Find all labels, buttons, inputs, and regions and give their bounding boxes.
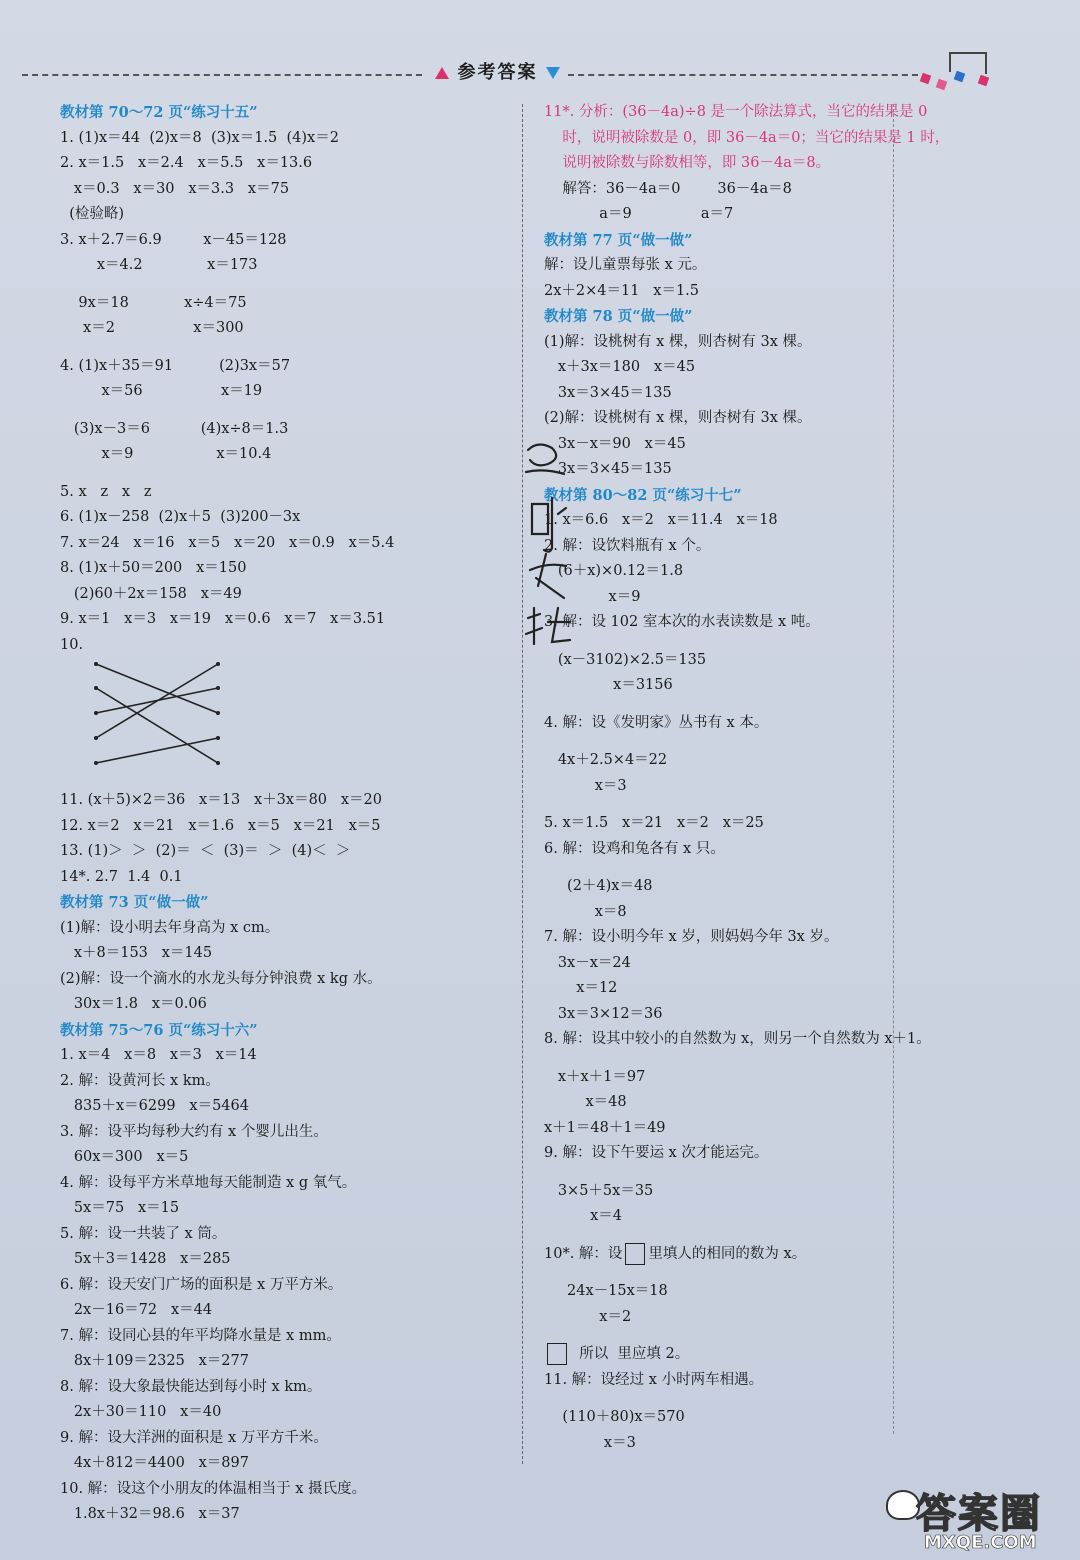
answer-line: 12. x＝2 x＝21 x＝1.6 x＝5 x＝21 x＝5 bbox=[60, 817, 381, 834]
answer-line: (1)解：设小明去年身高为 x cm。 bbox=[60, 919, 280, 936]
answer-line: 3. 解：设 102 室本次的水表读数是 x 吨。 bbox=[544, 614, 820, 630]
answer-line: x＝8 bbox=[544, 903, 627, 920]
watermark-logo bbox=[880, 1482, 1080, 1560]
answer-line: (3)x－3＝6 (4)x÷8＝1.3 bbox=[60, 420, 289, 437]
answer-line: 60x＝300 x＝5 bbox=[60, 1149, 189, 1165]
answer-line: x＝2 bbox=[544, 1308, 632, 1325]
analysis-line: 说明被除数与除数相等，即 36－4a＝8。 bbox=[544, 155, 831, 171]
answer-line: (6＋x)×0.12＝1.8 bbox=[544, 563, 684, 579]
answer-line: (2)60＋2x＝158 x＝49 bbox=[60, 585, 242, 602]
answer-line: x＝4 bbox=[544, 1208, 622, 1224]
answer-line: 9. 解：设大洋洲的面积是 x 万平方千米。 bbox=[60, 1429, 328, 1446]
answer-line: (1)解：设桃树有 x 棵，则杏树有 3x 棵。 bbox=[544, 333, 812, 350]
answer-line: 10. bbox=[60, 636, 84, 653]
answer-line: 8x＋109＝2325 x＝277 bbox=[60, 1353, 249, 1369]
answer-line: 4. (1)x＋35＝91 (2)3x＝57 bbox=[60, 357, 291, 374]
answer-line: (110＋80)x＝570 bbox=[544, 1409, 685, 1425]
analysis-line: 时，说明被除数是 0，即 36－4a＝0；当它的结果是 1 时， bbox=[544, 129, 950, 146]
answer-line: 835＋x＝6299 x＝5464 bbox=[60, 1098, 249, 1114]
answer-line: 6. 解：设天安门广场的面积是 x 万平方米。 bbox=[60, 1276, 343, 1293]
answer-line-with-box: 所以 里应填 2。 bbox=[544, 1342, 1004, 1368]
answer-line: 5x＋3＝1428 x＝285 bbox=[60, 1251, 231, 1267]
answer-line: 解：设儿童票每张 x 元。 bbox=[544, 257, 707, 273]
answer-line: 解答：36－4a＝0 36－4a＝8 bbox=[544, 180, 792, 197]
answer-line: (2＋4)x＝48 bbox=[544, 878, 653, 894]
section-heading: 教材第 73 页“做一做” bbox=[60, 894, 209, 911]
answer-line: 5. x z x z bbox=[60, 483, 152, 500]
spacer bbox=[544, 736, 1004, 748]
spacer bbox=[544, 799, 1004, 811]
answer-line: a＝9 a＝7 bbox=[544, 206, 734, 222]
spacer bbox=[60, 468, 510, 480]
spacer bbox=[544, 862, 1004, 874]
answer-line: 3x－x＝90 x＝45 bbox=[544, 435, 686, 452]
answer-line: x＝3 bbox=[544, 1434, 636, 1451]
answer-line: 1.8x＋32＝98.6 x＝37 bbox=[60, 1506, 240, 1522]
answer-line: 9. 解：设下午要运 x 次才能运完。 bbox=[544, 1145, 769, 1161]
answer-line: 5. x＝1.5 x＝21 x＝2 x＝25 bbox=[544, 815, 764, 831]
spacer bbox=[544, 1167, 1004, 1179]
spacer bbox=[544, 1230, 1004, 1242]
answer-line: 2x＋30＝110 x＝40 bbox=[60, 1404, 222, 1420]
answer-line: 4x＋2.5×4＝22 bbox=[544, 752, 668, 768]
section-heading: 教材第 70～72 页“练习十五” bbox=[60, 104, 258, 121]
answer-line: (x－3102)×2.5＝135 bbox=[544, 651, 707, 668]
spacer bbox=[544, 1053, 1004, 1065]
corner-decoration-icon bbox=[915, 52, 995, 92]
answer-line: 5x＝75 x＝15 bbox=[60, 1200, 180, 1216]
answer-line: x＝56 x＝19 bbox=[60, 383, 263, 399]
answer-line: (2)解：设一个滴水的水龙头每分钟浪费 x kg 水。 bbox=[60, 970, 382, 987]
answer-line: 3. 解：设平均每秒大约有 x 个婴儿出生。 bbox=[60, 1123, 328, 1140]
answer-line: 14*. 2.7 1.4 0.1 bbox=[60, 868, 183, 885]
answer-line: 11. 解：设经过 x 小时两车相遇。 bbox=[544, 1371, 764, 1388]
section-heading: 教材第 75～76 页“练习十六” bbox=[60, 1021, 258, 1039]
watermark-title: 答案圈 bbox=[916, 1491, 1042, 1537]
answer-line: x＝9 x＝10.4 bbox=[60, 446, 272, 462]
answer-line: x＝0.3 x＝30 x＝3.3 x＝75 bbox=[60, 180, 290, 197]
answer-line: 11. (x＋5)×2＝36 x＝13 x＋3x＝80 x＝20 bbox=[60, 792, 382, 808]
answer-line: 2. 解：设黄河长 x km。 bbox=[60, 1072, 220, 1089]
answer-line: 6. 解：设鸡和兔各有 x 只。 bbox=[544, 840, 725, 857]
answer-line: x＝3156 bbox=[544, 677, 673, 693]
answer-line: x＝9 bbox=[544, 588, 641, 605]
triangle-down-icon bbox=[546, 67, 560, 79]
answer-line: x＋3x＝180 x＝45 bbox=[544, 359, 696, 375]
section-heading: 教材第 77 页“做一做” bbox=[544, 231, 693, 249]
answer-line: x＋x＋1＝97 bbox=[544, 1068, 646, 1085]
answer-line: 9. x＝1 x＝3 x＝19 x＝0.6 x＝7 x＝3.51 bbox=[60, 611, 386, 627]
answer-line: 3x＝3×45＝135 bbox=[544, 461, 672, 477]
matching-question bbox=[60, 633, 510, 789]
answer-line: 8. 解：设其中较小的自然数为 x，则另一个自然数为 x＋1。 bbox=[544, 1031, 931, 1047]
panda-mascot-icon bbox=[886, 1490, 920, 1520]
answer-line: x＝48 bbox=[544, 1094, 627, 1110]
answer-line: 3×5＋5x＝35 bbox=[544, 1182, 654, 1199]
answer-line: 2. x＝1.5 x＝2.4 x＝5.5 x＝13.6 bbox=[60, 155, 313, 171]
answer-line: x＝3 bbox=[544, 777, 627, 794]
answer-line: 3. x＋2.7＝6.9 x－45＝128 bbox=[60, 231, 287, 248]
answer-line: 9x＝18 x÷4＝75 bbox=[60, 294, 247, 311]
answer-line: x＋8＝153 x＝145 bbox=[60, 945, 213, 961]
answer-line: 5. 解：设一共装了 x 筒。 bbox=[60, 1225, 227, 1242]
answer-line: 24x－15x＝18 bbox=[544, 1283, 668, 1299]
answer-line: 1. x＝6.6 x＝2 x＝11.4 x＝18 bbox=[544, 512, 778, 528]
answer-line: 4x＋812＝4400 x＝897 bbox=[60, 1455, 249, 1471]
answer-line: 1. (1)x＝44 (2)x＝8 (3)x＝1.5 (4)x＝2 bbox=[60, 129, 339, 146]
answer-line: 2. 解：设饮料瓶有 x 个。 bbox=[544, 537, 711, 554]
answer-line: 4. 解：设《发明家》丛书有 x 本。 bbox=[544, 714, 769, 731]
spacer bbox=[544, 699, 1004, 711]
watermark-url: MXQE.COM bbox=[924, 1532, 1037, 1553]
section-heading: 教材第 80～82 页“练习十七” bbox=[544, 486, 742, 504]
spacer bbox=[544, 636, 1004, 648]
spacer bbox=[60, 405, 510, 417]
answer-line: 6. (1)x－258 (2)x＋5 (3)200－3x bbox=[60, 509, 301, 525]
right-answer-column bbox=[544, 100, 1004, 1456]
section-heading: 教材第 78 页“做一做” bbox=[544, 308, 693, 325]
answer-line: x＝12 bbox=[544, 980, 618, 996]
answer-line-with-box: 10*. 解：设 里填人的相同的数为 x。 bbox=[544, 1242, 1004, 1268]
answer-line: (2)解：设桃树有 x 棵，则杏树有 3x 棵。 bbox=[544, 410, 812, 426]
answer-line: 4. 解：设每平方米草地每天能制造 x g 氧气。 bbox=[60, 1174, 357, 1191]
spacer bbox=[544, 1267, 1004, 1279]
answer-line: 3x＝3×45＝135 bbox=[544, 384, 672, 401]
matching-diagram bbox=[90, 658, 240, 788]
spacer bbox=[60, 279, 510, 291]
answer-line: x＝2 x＝300 bbox=[60, 320, 244, 336]
answer-line: 13. (1)＞ ＞ (2)＝ ＜ (3)＝ ＞ (4)＜ ＞ bbox=[60, 843, 351, 859]
answer-line: 7. 解：设小明今年 x 岁，则妈妈今年 3x 岁。 bbox=[544, 929, 839, 945]
answer-line: 2x＋2×4＝11 x＝1.5 bbox=[544, 282, 700, 299]
page-title: 参考答案 bbox=[430, 58, 565, 84]
blank-box-icon bbox=[625, 1243, 645, 1265]
answer-line: x＋1＝48＋1＝49 bbox=[544, 1119, 666, 1136]
header-rule-right bbox=[568, 74, 918, 76]
header-rule-left bbox=[22, 74, 422, 76]
answer-line: 3x－x＝24 bbox=[544, 954, 631, 971]
triangle-up-icon bbox=[435, 67, 449, 79]
answer-line: 3x＝3×12＝36 bbox=[544, 1005, 663, 1022]
left-answer-column bbox=[60, 100, 510, 1528]
answer-line: x＝4.2 x＝173 bbox=[60, 257, 258, 273]
handwriting-scribble-icon bbox=[518, 438, 578, 658]
answer-line: 10. 解：设这个小朋友的体温相当于 x 摄氏度。 bbox=[60, 1480, 367, 1497]
spacer bbox=[544, 1330, 1004, 1342]
spacer bbox=[544, 1393, 1004, 1405]
answer-line: 1. x＝4 x＝8 x＝3 x＝14 bbox=[60, 1047, 257, 1063]
answer-line: 8. (1)x＋50＝200 x＝150 bbox=[60, 560, 247, 576]
spacer bbox=[60, 342, 510, 354]
analysis-line: 11*. 分析：(36－4a)÷8 是一个除法算式，当它的结果是 0 bbox=[544, 104, 928, 120]
answer-line: 7. 解：设同心县的年平均降水量是 x mm。 bbox=[60, 1327, 341, 1344]
answer-line: (检验略) bbox=[60, 206, 125, 222]
answer-line: 8. 解：设大象最快能达到每小时 x km。 bbox=[60, 1378, 322, 1395]
answer-line: 2x－16＝72 x＝44 bbox=[60, 1302, 213, 1318]
column-divider bbox=[522, 104, 523, 1464]
answer-line: 30x＝1.8 x＝0.06 bbox=[60, 996, 207, 1012]
blank-box-icon bbox=[547, 1343, 567, 1365]
answer-line: 7. x＝24 x＝16 x＝5 x＝20 x＝0.9 x＝5.4 bbox=[60, 534, 395, 551]
